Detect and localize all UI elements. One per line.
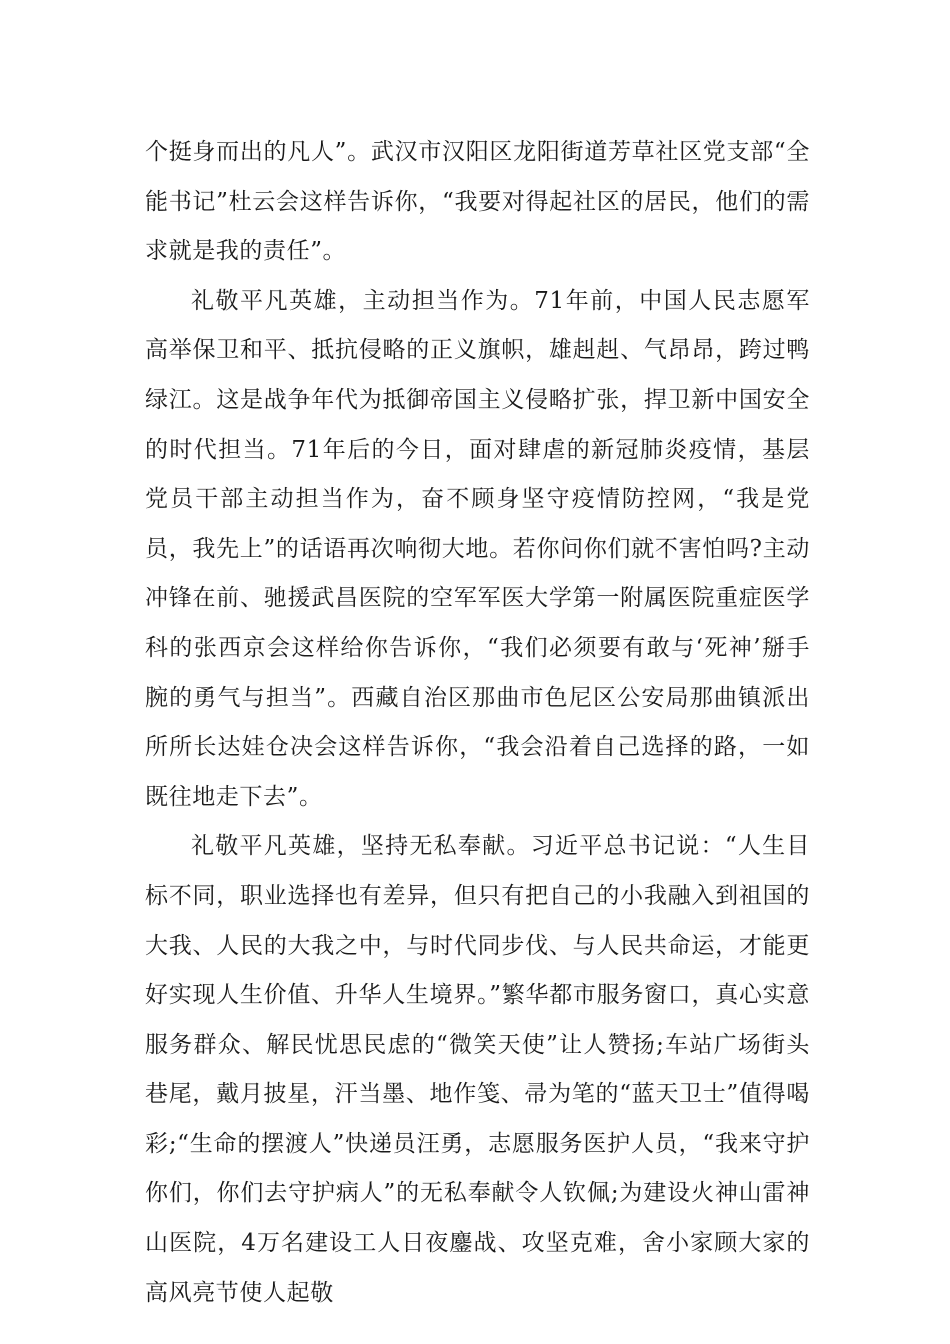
paragraph-active-responsibility: 礼敬平凡英雄，主动担当作为。71年前，中国人民志愿军高举保卫和平、抵抗侵略的正义旗帜，雄赳赳、气昂昂，跨过鸭绿江。这是战争年代为抵御帝国主义侵略扩张，捍卫新中国安全的时代担当。71年后的今日，面对肆虐的新冠肺炎疫情，基层党员干部主动担当作为，奋不顾身坚守疫情防控网，“我是党员，我先上”的话语再次响彻大地。若你问你们就不害怕吗?主动冲锋在前、驰援武昌医院的空军军医大学第一附属医院重症医学科的张西京会这样给你告诉你，“我们必须要有敢与‘死神’掰手腕的勇气与担当”。西藏自治区那曲市色尼区公安局那曲镇派出所所长达娃仓决会这样告诉你，“我会沿着自己选择的路，一如既往地走下去”。 bbox=[145, 287, 810, 810]
body-text bbox=[145, 128, 810, 1318]
paragraph-continuation: 个挺身而出的凡人”。武汉市汉阳区龙阳街道芳草社区党支部“全能书记”杜云会这样告诉你，“我要对得起社区的居民，他们的需求就是我的责任”。 bbox=[145, 139, 810, 265]
paragraph-selfless-dedication: 礼敬平凡英雄，坚持无私奉献。习近平总书记说：“人生目标不同，职业选择也有差异，但只有把自己的小我融入到祖国的大我、人民的大我之中，与时代同步伐、与人民共命运，才能更好实现人生价值、升华人生境界。”繁华都市服务窗口，真心实意服务群众、解民忧思民虑的“微笑天使”让人赞扬;车站广场街头巷尾，戴月披星，汗当墨、地作笺、帚为笔的“蓝天卫士”值得喝彩;“生命的摆渡人”快递员汪勇，志愿服务医护人员，“我来守护你们，你们去守护病人”的无私奉献令人钦佩;为建设火神山雷神山医院，4万名建设工人日夜鏖战、攻坚克难，舍小家顾大家的高风亮节使人起敬 bbox=[145, 833, 810, 1306]
